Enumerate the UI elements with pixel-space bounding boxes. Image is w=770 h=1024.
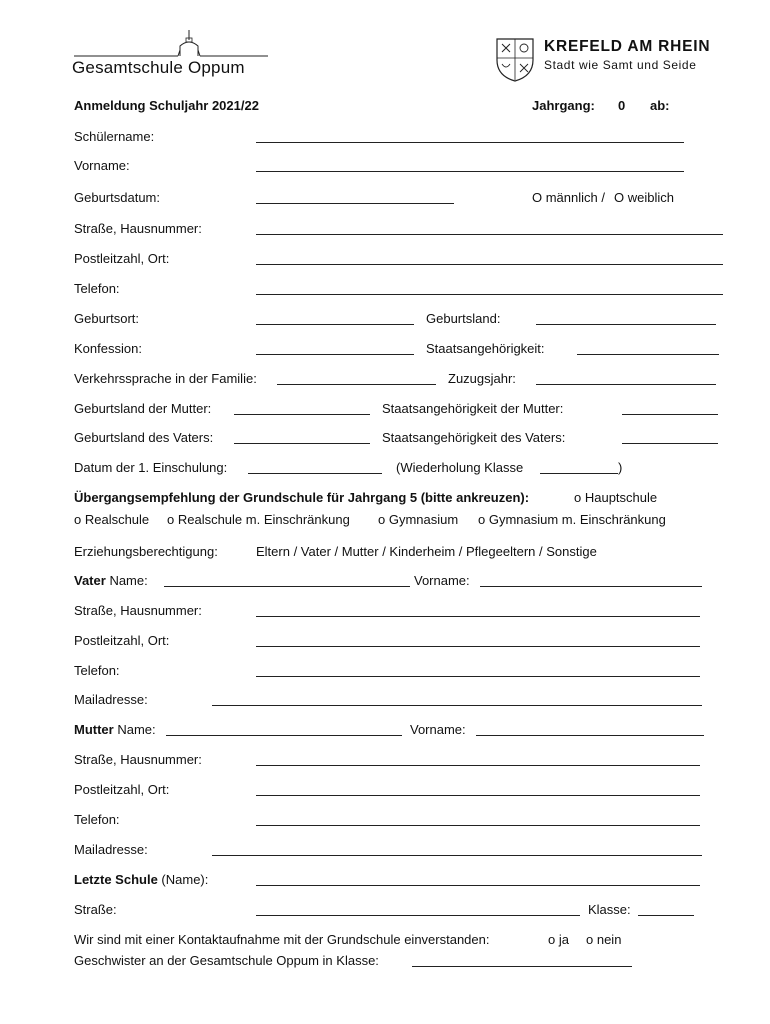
mutter-strasse-label: Straße, Hausnummer: xyxy=(74,752,202,767)
vater-plz-label: Postleitzahl, Ort: xyxy=(74,633,170,648)
plz-field[interactable] xyxy=(256,264,723,265)
letzte-schule-klasse-field[interactable] xyxy=(638,915,694,916)
mutter-strasse-field[interactable] xyxy=(256,765,700,766)
vater-strasse-label: Straße, Hausnummer: xyxy=(74,603,202,618)
jahrgang-value: 0 xyxy=(618,98,626,113)
verkehrssprache-label: Verkehrssprache in der Familie: xyxy=(74,371,257,386)
gender-male-option[interactable]: O männlich / xyxy=(532,190,605,205)
mutter-name-row xyxy=(74,722,156,738)
ab-label: ab: xyxy=(650,98,670,113)
plz-label: Postleitzahl, Ort: xyxy=(74,251,170,266)
vater-vorname-label: Vorname: xyxy=(414,573,470,588)
vater-mail-field[interactable] xyxy=(212,705,702,706)
church-dome-icon xyxy=(72,28,272,60)
staat-vater-label: Staatsangehörigkeit des Vaters: xyxy=(382,430,566,445)
staat-vater-field[interactable] xyxy=(622,443,718,444)
hauptschule-option[interactable]: o Hauptschule xyxy=(574,490,658,505)
vater-name-field[interactable] xyxy=(164,586,410,587)
staatsangehoerigkeit-field[interactable] xyxy=(577,354,719,355)
mutter-vorname-field[interactable] xyxy=(476,735,704,736)
school-logo xyxy=(72,28,272,80)
erziehung-options[interactable]: Eltern / Vater / Mutter / Kinderheim / Pflegeeltern / Sonstige xyxy=(256,544,597,559)
mutter-heading: Mutter xyxy=(74,722,114,737)
geburtsdatum-label: Geburtsdatum: xyxy=(74,190,160,205)
geburtsland-vater-field[interactable] xyxy=(234,443,370,444)
geburtsort-label: Geburtsort: xyxy=(74,311,140,326)
kontakt-nein-option[interactable]: o nein xyxy=(586,932,622,947)
school-name: Gesamtschule Oppum xyxy=(72,58,245,77)
geschwister-field[interactable] xyxy=(412,966,632,967)
strasse-field[interactable] xyxy=(256,234,723,235)
letzte-schule-klasse-label: Klasse: xyxy=(588,902,631,917)
vater-vorname-field[interactable] xyxy=(480,586,702,587)
schuelername-field[interactable] xyxy=(256,142,684,143)
geburtsort-field[interactable] xyxy=(256,324,414,325)
vorname-field[interactable] xyxy=(256,171,684,172)
zuzugsjahr-label: Zuzugsjahr: xyxy=(448,371,516,386)
konfession-label: Konfession: xyxy=(74,341,142,356)
wiederholung-field[interactable] xyxy=(540,473,618,474)
vater-telefon-label: Telefon: xyxy=(74,663,120,678)
geburtsland-field[interactable] xyxy=(536,324,716,325)
mutter-name-label: Name: xyxy=(117,722,156,737)
vater-telefon-field[interactable] xyxy=(256,676,700,677)
vorname-label: Vorname: xyxy=(74,158,130,173)
staat-mutter-field[interactable] xyxy=(622,414,718,415)
staatsangehoerigkeit-label: Staatsangehörigkeit: xyxy=(426,341,545,356)
geburtsland-mutter-label: Geburtsland der Mutter: xyxy=(74,401,212,416)
city-slogan: Stadt wie Samt und Seide xyxy=(544,58,697,72)
mutter-name-field[interactable] xyxy=(166,735,402,736)
vater-name-row xyxy=(74,573,148,589)
kontakt-question: Wir sind mit einer Kontaktaufnahme mit der Grundschule einverstanden: xyxy=(74,932,490,947)
gender-female-option[interactable]: O weiblich xyxy=(614,190,674,205)
einschulung-label: Datum der 1. Einschulung: xyxy=(74,460,228,475)
einschulung-field[interactable] xyxy=(248,473,382,474)
konfession-field[interactable] xyxy=(256,354,414,355)
geschwister-label: Geschwister an der Gesamtschule Oppum in Klasse: xyxy=(74,953,379,968)
letzte-schule-row xyxy=(74,872,208,888)
erziehung-label: Erziehungsberechtigung: xyxy=(74,544,218,559)
mutter-vorname-label: Vorname: xyxy=(410,722,466,737)
mutter-telefon-label: Telefon: xyxy=(74,812,120,827)
realschule-einschraenkung-option[interactable]: o Realschule m. Einschränkung xyxy=(167,512,350,527)
telefon-label: Telefon: xyxy=(74,281,120,296)
letzte-schule-heading: Letzte Schule xyxy=(74,872,158,887)
geburtsdatum-field[interactable] xyxy=(256,203,454,204)
vater-heading: Vater xyxy=(74,573,106,588)
verkehrssprache-field[interactable] xyxy=(277,384,436,385)
letzte-schule-name-field[interactable] xyxy=(256,885,700,886)
form-title: Anmeldung Schuljahr 2021/22 xyxy=(74,98,259,113)
wiederholung-label: (Wiederholung Klasse xyxy=(396,460,524,475)
letzte-schule-strasse-label: Straße: xyxy=(74,902,117,917)
coat-of-arms-icon xyxy=(494,36,536,82)
schuelername-label: Schülername: xyxy=(74,129,155,144)
geburtsland-vater-label: Geburtsland des Vaters: xyxy=(74,430,214,445)
city-title: KREFELD AM RHEIN xyxy=(544,38,711,55)
mutter-mail-label: Mailadresse: xyxy=(74,842,148,857)
jahrgang-label: Jahrgang: xyxy=(532,98,595,113)
strasse-label: Straße, Hausnummer: xyxy=(74,221,202,236)
vater-mail-label: Mailadresse: xyxy=(74,692,148,707)
city-logo xyxy=(494,36,714,84)
letzte-schule-strasse-field[interactable] xyxy=(256,915,580,916)
kontakt-ja-option[interactable]: o ja xyxy=(548,932,569,947)
wiederholung-close: ) xyxy=(618,460,623,475)
geburtsland-label: Geburtsland: xyxy=(426,311,501,326)
telefon-field[interactable] xyxy=(256,294,723,295)
empfehlung-heading: Übergangsempfehlung der Grundschule für Jahrgang 5 (bitte ankreuzen): xyxy=(74,490,530,505)
mutter-telefon-field[interactable] xyxy=(256,825,700,826)
vater-name-label: Name: xyxy=(109,573,148,588)
geburtsland-mutter-field[interactable] xyxy=(234,414,370,415)
realschule-option[interactable]: o Realschule xyxy=(74,512,150,527)
mutter-plz-label: Postleitzahl, Ort: xyxy=(74,782,170,797)
zuzugsjahr-field[interactable] xyxy=(536,384,716,385)
vater-plz-field[interactable] xyxy=(256,646,700,647)
gymnasium-einschraenkung-option[interactable]: o Gymnasium m. Einschränkung xyxy=(478,512,666,527)
letzte-schule-name-label: (Name): xyxy=(161,872,209,887)
mutter-mail-field[interactable] xyxy=(212,855,702,856)
gymnasium-option[interactable]: o Gymnasium xyxy=(378,512,459,527)
vater-strasse-field[interactable] xyxy=(256,616,700,617)
staat-mutter-label: Staatsangehörigkeit der Mutter: xyxy=(382,401,564,416)
mutter-plz-field[interactable] xyxy=(256,795,700,796)
